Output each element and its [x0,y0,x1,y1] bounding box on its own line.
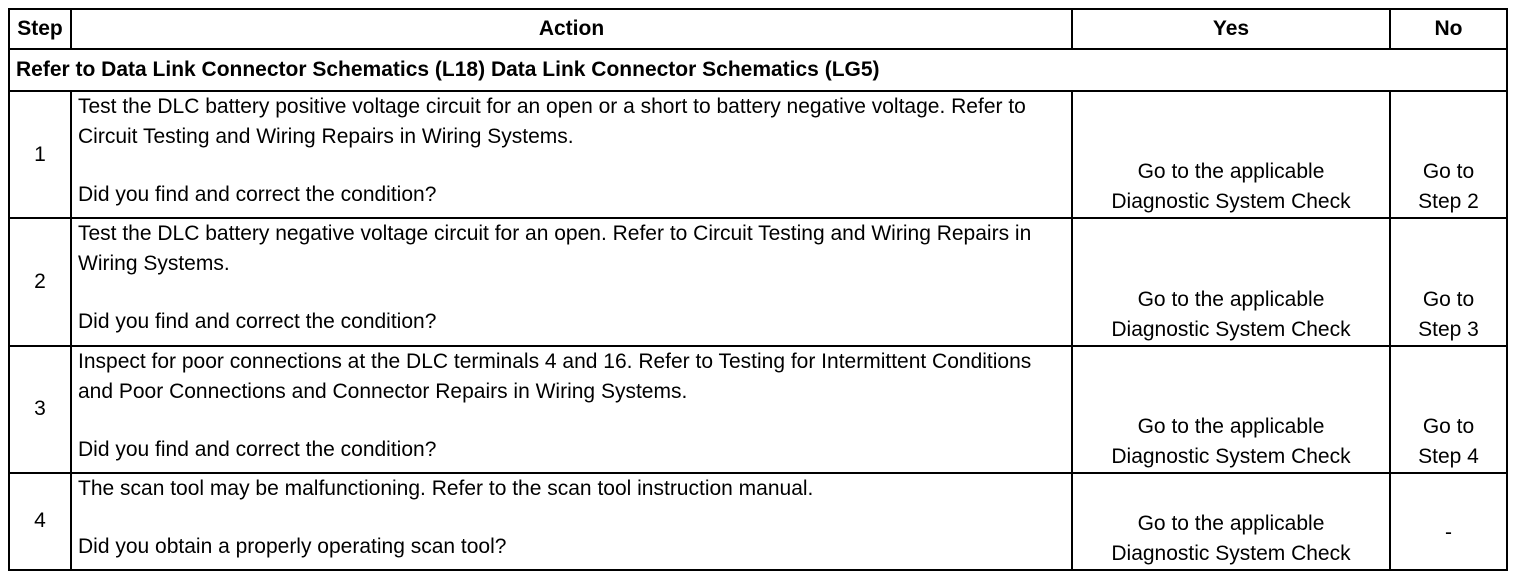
yes-line: Go to the applicable [1137,512,1325,535]
table-row [9,91,1507,218]
action-question: Did you find and correct the condition? [78,310,437,334]
step-action [71,218,1072,345]
yes-line: Diagnostic System Check [1111,542,1351,565]
diagnostic-table [8,8,1508,571]
no-line: Step 2 [1418,190,1479,214]
action-question: Did you obtain a properly operating scan tool? [78,534,507,558]
step-number: 2 [9,218,71,345]
yes-line: Diagnostic System Check [1111,444,1351,468]
header-step: Step [9,9,71,49]
no-result [1390,218,1507,345]
yes-result [1072,218,1390,345]
no-line: - [1445,521,1452,545]
yes-result [1072,91,1390,218]
action-text: The scan tool may be malfunctioning. Refer to the scan tool instruction manual. [78,476,814,500]
action-question: Did you find and correct the condition? [78,183,437,207]
step-action [71,473,1072,570]
no-line: Go to [1422,414,1475,438]
no-line: Go to [1422,160,1475,184]
no-line: Go to [1422,287,1475,311]
no-line: Step 4 [1418,444,1479,468]
step-number: 3 [9,346,71,473]
refer-text: Refer to Data Link Connector Schematics (L18) Data Link Connector Schematics (LG5) [9,49,1507,91]
yes-result [1072,473,1390,570]
yes-result [1072,346,1390,473]
step-number: 4 [9,473,71,570]
table-row [9,473,1507,570]
step-number: 1 [9,91,71,218]
no-result [1390,346,1507,473]
step-action [71,346,1072,473]
table-row [9,346,1507,473]
table-header-row [9,9,1507,49]
no-result [1390,473,1507,570]
action-text: Inspect for poor connections at the DLC terminals 4 and 16. Refer to Testing for Intermittent Conditions and Poor Connections and Connector Repairs in Wiring Systems. [78,349,1032,403]
action-question: Did you find and correct the condition? [78,437,437,461]
yes-line: Diagnostic System Check [1111,190,1351,214]
no-result [1390,91,1507,218]
no-line: Step 3 [1418,317,1479,341]
action-text: Test the DLC battery negative voltage circuit for an open. Refer to Circuit Testing and Wiring Repairs in Wiring Systems. [78,222,1032,276]
yes-line: Go to the applicable [1137,287,1325,311]
table-row [9,218,1507,345]
yes-line: Go to the applicable [1137,414,1325,438]
step-action [71,91,1072,218]
yes-line: Go to the applicable [1137,160,1325,184]
action-text: Test the DLC battery positive voltage circuit for an open or a short to battery negative voltage. Refer to Circuit Testing and Wiring Repairs in Wiring Systems. [78,95,1026,149]
yes-line: Diagnostic System Check [1111,317,1351,341]
header-yes: Yes [1072,9,1390,49]
header-action: Action [71,9,1072,49]
header-no: No [1390,9,1507,49]
refer-row [9,49,1507,91]
